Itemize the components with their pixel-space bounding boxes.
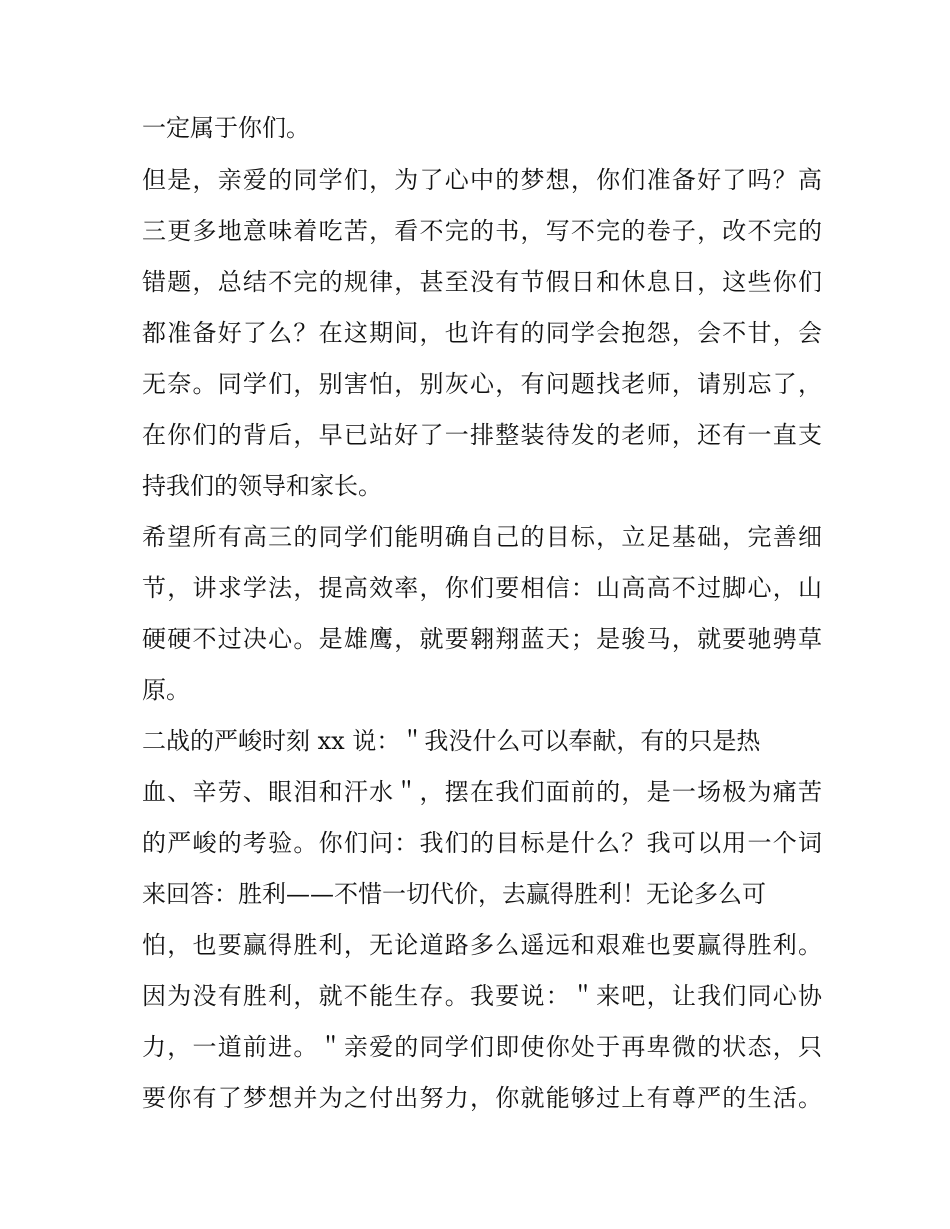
text-line: 原。 <box>142 676 190 704</box>
text-line: 来回答：胜利——不惜一切代价，去赢得胜利！无论多么可 <box>142 880 766 908</box>
text-line: 因为没有胜利，就不能生存。我要说：＂来吧，让我们同心协 <box>142 982 822 1010</box>
text-line: 的严峻的考验。你们问：我们的目标是什么？我可以用一个词 <box>142 829 822 857</box>
text-line: 要你有了梦想并为之付出努力，你就能够过上有尊严的生活。 <box>142 1084 822 1112</box>
text-line: 在你们的背后，早已站好了一排整装待发的老师，还有一直支 <box>142 421 822 449</box>
text-line: 都准备好了么？在这期间，也许有的同学会抱怨，会不甘，会 <box>142 319 822 347</box>
text-line: 但是，亲爱的同学们，为了心中的梦想，你们准备好了吗？高 <box>142 166 822 194</box>
text-line: 错题，总结不完的规律，甚至没有节假日和休息日，这些你们 <box>142 268 822 296</box>
text-line: 节，讲求学法，提高效率，你们要相信：山高高不过脚心，山 <box>142 574 822 602</box>
text-line: 怕，也要赢得胜利，无论道路多么遥远和艰难也要赢得胜利。 <box>142 931 822 959</box>
text-line: 无奈。同学们，别害怕，别灰心，有问题找老师，请别忘了， <box>142 370 822 398</box>
text-line: 持我们的领导和家长。 <box>142 472 382 500</box>
text-line: 希望所有高三的同学们能明确自己的目标，立足基础，完善细 <box>142 523 822 551</box>
text-line: 三更多地意味着吃苦，看不完的书，写不完的卷子，改不完的 <box>142 217 822 245</box>
text-line: 血、辛劳、眼泪和汗水＂，摆在我们面前的，是一场极为痛苦 <box>142 778 822 806</box>
text-line: 一定属于你们。 <box>142 114 310 142</box>
text-line: 硬硬不过决心。是雄鹰，就要翱翔蓝天；是骏马，就要驰骋草 <box>142 625 822 653</box>
text-line: 二战的严峻时刻 xx 说：＂我没什么可以奉献，有的只是热 <box>142 727 761 755</box>
text-line: 力，一道前进。＂亲爱的同学们即使你处于再卑微的状态，只 <box>142 1033 822 1061</box>
